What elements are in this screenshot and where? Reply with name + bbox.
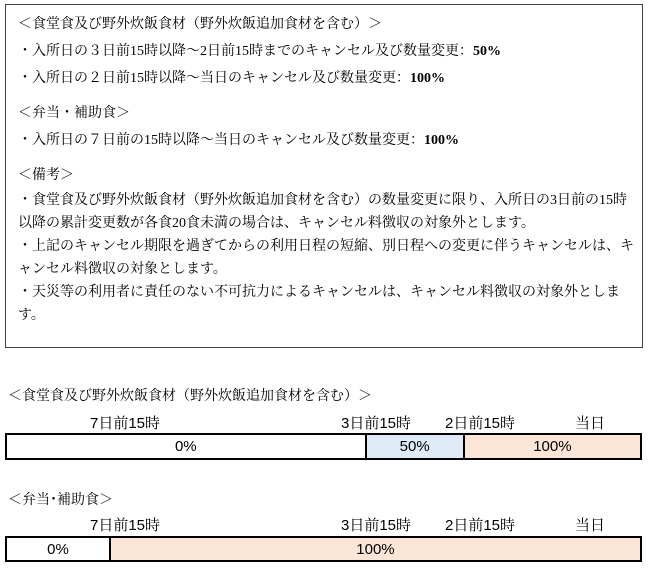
cancellation-bar-bento <box>5 536 642 562</box>
bar-segment-100pct <box>463 435 640 458</box>
cancellation-bar-dining <box>5 433 642 460</box>
section-heading-bento: ＜弁当・補助食＞ <box>18 106 130 121</box>
axis-label: 7日前15時 <box>89 517 161 534</box>
note-paragraph: ・食堂食及び野外炊飯食材（野外炊飯追加食材を含む）の数量変更に限り、入所日の3日前の15時以降の累計変更数が各食20食未満の場合は、キャンセル料徴収の対象外とします。 <box>18 193 627 231</box>
bar-segment-label: 50% <box>399 438 430 455</box>
policy-item-text: ・入所日の７日前の15時以降～当日のキャンセル及び数量変更： <box>18 133 424 148</box>
policy-box <box>5 4 643 348</box>
axis-label: 3日前15時 <box>340 517 412 534</box>
section-heading-dining: ＜食堂食及び野外炊飯食材（野外炊飯追加食材を含む）＞ <box>18 17 382 32</box>
chart-title-dining: ＜食堂食及び野外炊飯食材（野外炊飯追加食材を含む）＞ <box>8 387 372 403</box>
note-paragraph: ・天災等の利用者に責任のない不可抗力によるキャンセルは、キャンセル料徴収の対象外とします。 <box>18 285 620 323</box>
policy-item-value: 50% <box>473 44 501 59</box>
axis-label: 7日前15時 <box>89 415 161 432</box>
section-gap <box>18 92 634 100</box>
axis-label: 当日 <box>574 415 606 432</box>
section-heading-notes: ＜備考＞ <box>18 168 74 183</box>
bar-segment-100pct <box>109 538 640 560</box>
bar-segment-label: 0% <box>47 540 69 558</box>
chart-axis-labels <box>5 514 642 533</box>
bar-segment-0pct <box>7 538 109 560</box>
policy-item-text: ・入所日の２日前15時以降～当日のキャンセル及び数量変更： <box>18 71 410 86</box>
policy-item-value: 100% <box>424 133 459 148</box>
axis-label: 当日 <box>574 517 606 534</box>
policy-item <box>18 38 634 65</box>
chart-axis-labels <box>5 412 642 431</box>
section-gap <box>18 154 634 162</box>
policy-item-value: 100% <box>410 71 445 86</box>
policy-item-text: ・入所日の３日前15時以降～2日前15時までのキャンセル及び数量変更： <box>18 44 473 59</box>
chart-title-bento: ＜弁当･補助食＞ <box>8 491 113 507</box>
bar-segment-0pct <box>7 435 365 458</box>
axis-label: 2日前15時 <box>444 517 516 534</box>
bar-segment-50pct <box>365 435 463 458</box>
policy-item <box>18 65 634 92</box>
axis-label: 3日前15時 <box>340 415 412 432</box>
axis-label: 2日前15時 <box>444 415 516 432</box>
bar-segment-label: 100% <box>356 540 395 558</box>
note-paragraph: ・上記のキャンセル期限を過ぎてからの利用日程の短縮、別日程への変更に伴うキャンセルは、キャンセル料徴収の対象とします。 <box>18 239 634 277</box>
bar-segment-label: 0% <box>174 438 197 455</box>
policy-item <box>18 127 634 154</box>
bar-segment-label: 100% <box>533 438 572 455</box>
